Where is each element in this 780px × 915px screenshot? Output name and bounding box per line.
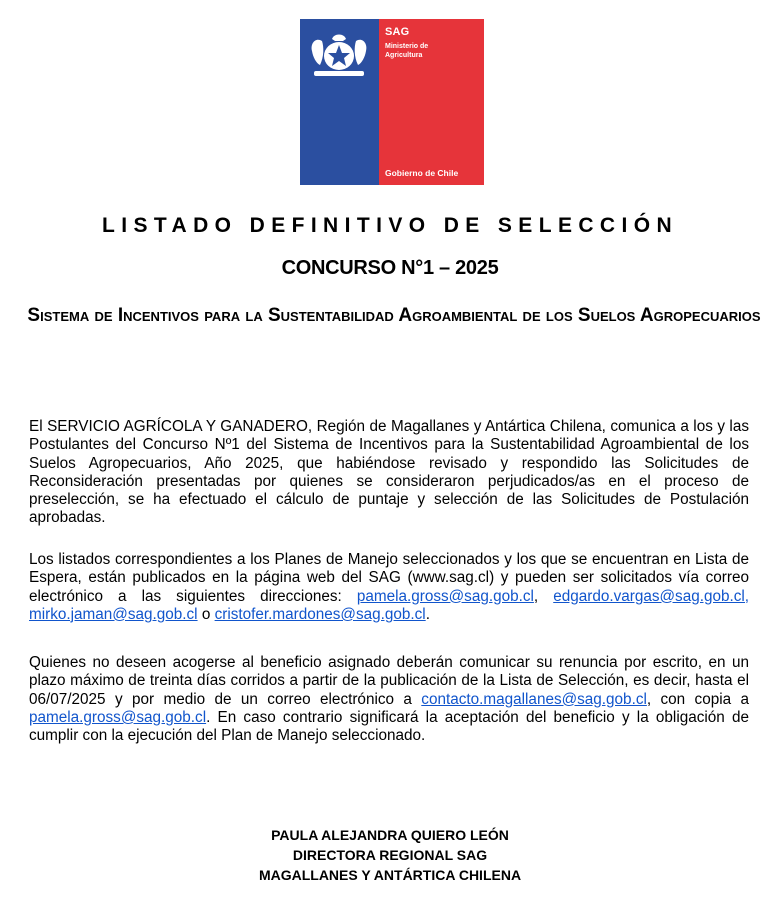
separator-comma: , — [533, 587, 539, 605]
email-link-edgardo[interactable]: edgardo.vargas@sag.gob.cl, — [553, 587, 750, 605]
email-link-mirko[interactable]: mirko.jaman@sag.gob.cl — [29, 605, 198, 623]
program-title: Sistema de Incentivos para la Sustentabilidad Agroambiental de los Suelos Agropecuarios — [27, 305, 761, 326]
separator-o: o — [197, 605, 215, 623]
paragraph-renunciation-text: Quienes no deseen acogerse al beneficio asignado deberán comunicar su renuncia por escrito, en un plazo máximo de treinta días corridos a partir de la publicación de la Lista de Selección, es decir, hasta el 06/07/2025 y por medio de un correo electrónico a — [29, 654, 749, 708]
paragraph-announcement: El SERVICIO AGRÍCOLA Y GANADERO, Región de Magallanes y Antártica Chilena, comunica a los y las Postulantes del Concurso Nº1 del Sistema de Incentivos para la Sustentabilidad Agroambiental de los Suelos Agropecuarios, Año 2025, que habiéndose revisado y respondido las Solicitudes de Reconsideración presentadas por quienes se consideraron perjudicados/as en el proceso de preselección, se ha efectuado el cálculo de puntaje y selección de las Solicitudes de Postulación aprobadas. — [29, 418, 749, 527]
logo-ministry-line1: Ministerio de — [385, 43, 429, 50]
logo-ministry-line2: Agricultura — [385, 52, 423, 59]
contest-title: CONCURSO N°1 – 2025 — [281, 257, 499, 279]
sag-logo — [300, 19, 484, 185]
email-link-pamela[interactable]: pamela.gross@sag.gob.cl — [356, 587, 534, 605]
logo-blue-panel — [300, 19, 379, 185]
signatory-role: DIRECTORA REGIONAL SAG — [292, 847, 488, 863]
paragraph-listings-text: Los listados correspondientes a los Planes de Manejo seleccionados y los que se encuentran en Lista de Espera, están publicados en la página web del SAG (www.sag.cl) y pueden ser solicitados vía correo electrónico a las siguientes direcciones: — [29, 551, 749, 605]
email-link-pamela-copy[interactable]: pamela.gross@sag.gob.cl — [29, 708, 207, 726]
paragraph-renunciation — [29, 654, 749, 745]
logo-red-panel — [379, 19, 484, 185]
email-link-cristofer[interactable]: cristofer.mardones@sag.gob.cl — [214, 605, 426, 623]
logo-government: Gobierno de Chile — [385, 168, 459, 178]
document-title: LISTADO DEFINITIVO DE SELECCIÓN — [101, 214, 679, 237]
paragraph-renunciation-end: . En caso contrario significará la aceptación del beneficio y la obligación de cumplir con la ejecución del Plan de Manejo seleccionado. — [29, 708, 749, 745]
paragraph-renunciation-mid: , con copia a — [646, 690, 750, 708]
paragraph-listings — [29, 551, 749, 624]
logo-acronym: SAG — [385, 26, 410, 38]
chile-coat-of-arms-icon — [306, 29, 373, 79]
signatory-name: PAULA ALEJANDRA QUIERO LEÓN — [271, 827, 509, 843]
signatory-region: MAGALLANES Y ANTÁRTICA CHILENA — [258, 867, 522, 883]
email-link-contacto[interactable]: contacto.magallanes@sag.gob.cl — [421, 690, 647, 708]
paragraph-listings-end: . — [425, 605, 430, 623]
logo-ministry — [385, 42, 475, 60]
